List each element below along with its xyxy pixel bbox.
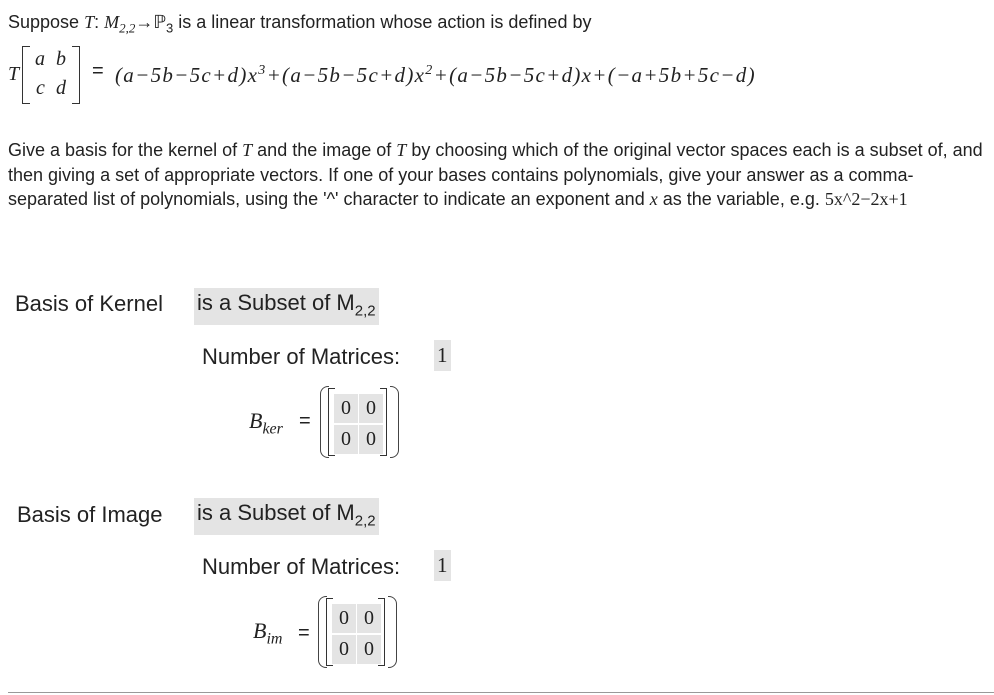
expr-part-1: (a−5b−5c+d)x: [115, 63, 259, 87]
kernel-label: Basis of Kernel: [15, 291, 163, 316]
image-number-input[interactable]: 1: [434, 550, 451, 581]
matrix-entry-a: a: [35, 48, 45, 70]
kernel-entry-12[interactable]: 0: [359, 394, 383, 423]
matrix-right-bracket: [380, 388, 387, 456]
kernel-basis-sub: ker: [262, 420, 283, 438]
kernel-basis-set: [320, 384, 400, 460]
right-brace: [388, 596, 397, 668]
domain-symbol: M: [104, 12, 120, 32]
matrix-right-bracket: [72, 46, 80, 104]
var-T-def: T: [8, 63, 20, 85]
polynomial-expression: [115, 63, 756, 88]
instr-part-4: as the variable, e.g.: [662, 189, 820, 209]
image-entry-12[interactable]: 0: [357, 604, 381, 633]
image-subset-text: is a Subset of M: [197, 500, 355, 525]
kernel-number-label: Number of Matrices:: [202, 344, 401, 369]
image-basis-sub: im: [266, 630, 283, 648]
instr-var-T2: T: [396, 140, 407, 160]
image-entry-11[interactable]: 0: [332, 604, 356, 633]
image-basis-label: [253, 618, 282, 648]
image-basis-set: [318, 594, 398, 670]
kernel-entry-21[interactable]: 0: [334, 425, 358, 454]
image-basis-B: B: [253, 618, 267, 643]
equals-sign: =: [92, 60, 104, 82]
colon: :: [94, 12, 100, 32]
instructions: [8, 138, 986, 212]
matrix-entry-b: b: [56, 48, 66, 70]
codomain-space: [153, 12, 174, 36]
image-number-label: Number of Matrices:: [202, 554, 401, 579]
image-subset-dropdown[interactable]: [194, 498, 379, 535]
intro-text-post: is a linear transformation whose action is defined by: [178, 12, 592, 32]
exponent-2: 2: [425, 63, 434, 78]
image-entry-21[interactable]: 0: [332, 635, 356, 664]
instr-part-2: and the image of: [257, 140, 392, 160]
kernel-basis-equals: =: [299, 410, 311, 432]
arrow: →: [135, 12, 154, 32]
intro-line: [8, 12, 591, 37]
matrix-entry-c: c: [36, 77, 45, 99]
kernel-number-input[interactable]: 1: [434, 340, 451, 371]
kernel-subset-dropdown[interactable]: [194, 288, 379, 325]
matrix-entry-d: d: [56, 77, 66, 99]
codomain-sub: 3: [166, 20, 174, 36]
kernel-entry-22[interactable]: 0: [359, 425, 383, 454]
instr-var-x: x: [649, 189, 658, 209]
expr-part-3: +(a−5b−5c+d)x+(−a+5b+5c−d): [433, 63, 756, 87]
exponent-3: 3: [258, 63, 267, 78]
instr-var-T1: T: [242, 140, 253, 160]
instr-part-3: by choosing which of the original vector spaces each is a subset of, and then giving a set of appropriate vectors. If one of your bases contains polynomials, give your answer as a comma-separated list of polynomials, using the '^' character to indicate an exponent and: [8, 140, 983, 209]
image-label: Basis of Image: [17, 502, 163, 527]
kernel-subset-sub: 2,2: [354, 302, 376, 320]
bottom-divider: [8, 692, 994, 693]
domain-space: [104, 12, 136, 36]
image-entry-22[interactable]: 0: [357, 635, 381, 664]
image-basis-equals: =: [298, 622, 310, 644]
intro-text: Suppose: [8, 12, 80, 32]
kernel-subset-text: is a Subset of M: [197, 290, 355, 315]
var-T: T: [84, 12, 95, 32]
kernel-basis-label: [249, 408, 283, 438]
matrix-left-bracket: [22, 46, 30, 104]
matrix-right-bracket: [378, 598, 385, 666]
codomain-symbol: ℙ: [153, 12, 166, 32]
kernel-basis-B: B: [249, 408, 263, 433]
instr-part-1: Give a basis for the kernel of: [8, 140, 238, 160]
kernel-entry-11[interactable]: 0: [334, 394, 358, 423]
instr-example: 5x^2−2x+1: [824, 189, 908, 209]
expr-part-2: +(a−5b−5c+d)x: [266, 63, 426, 87]
domain-sub: 2,2: [119, 20, 136, 36]
right-brace: [390, 386, 399, 458]
image-subset-sub: 2,2: [354, 512, 376, 530]
